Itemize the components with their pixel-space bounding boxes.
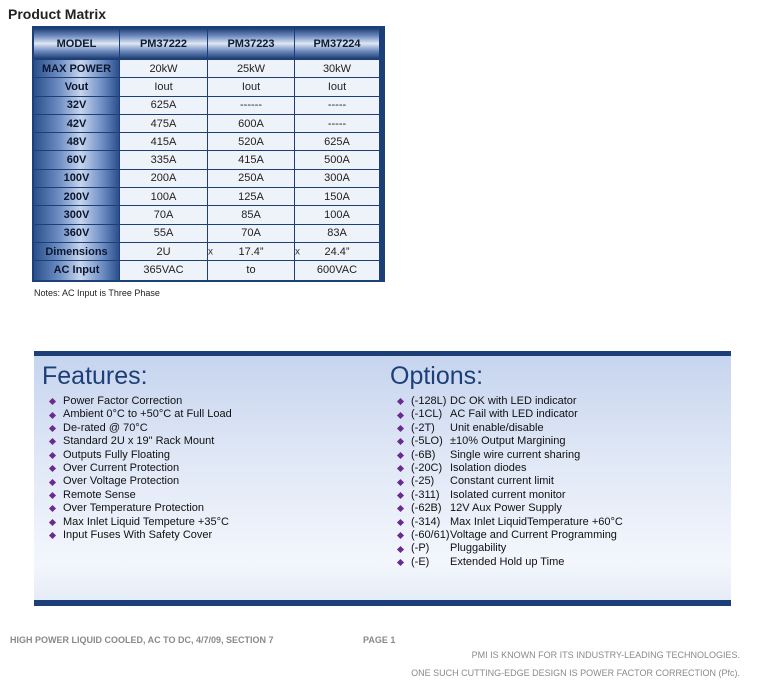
option-item <box>396 556 720 569</box>
option-code: (-6B) <box>411 448 436 461</box>
value-text: 520A <box>238 135 264 148</box>
value-cell <box>295 115 379 133</box>
value-cell <box>208 60 295 78</box>
option-code: (-E) <box>411 555 430 568</box>
value-text: 200A <box>150 172 177 185</box>
value-cell <box>295 188 379 206</box>
diamond-bullet-icon <box>397 479 404 486</box>
table-row <box>34 170 383 188</box>
value-text: 600VAC <box>316 264 358 277</box>
option-code: (-60/61) <box>411 529 450 542</box>
dimension-separator: x <box>295 246 300 258</box>
value-text: 24.4” <box>324 245 350 258</box>
footer-tagline-2: ONE SUCH CUTTING-EDGE DESIGN IS POWER FACTOR CORRECTION (Pfc). <box>411 668 740 678</box>
option-item <box>396 408 720 421</box>
header-cell-pm37223: PM37223 <box>208 28 295 60</box>
value-cell <box>295 60 379 78</box>
value-cell <box>120 60 208 78</box>
option-code: (-2T) <box>411 421 435 434</box>
value-text: 100A <box>324 209 350 222</box>
option-description: ±10% Output Margining <box>450 435 566 448</box>
feature-item <box>48 475 372 488</box>
diamond-bullet-icon <box>397 438 404 445</box>
feature-text: Over Temperature Protection <box>63 502 205 515</box>
table-row <box>34 151 383 169</box>
table-notes: Notes: AC Input is Three Phase <box>34 288 160 298</box>
option-item <box>396 542 720 555</box>
value-cell <box>208 188 295 206</box>
table-row <box>34 115 383 133</box>
features-options-panel <box>34 351 731 606</box>
option-code: (-314) <box>411 515 441 528</box>
option-description: Unit enable/disable <box>450 421 544 434</box>
row-label-cell: 60V <box>34 151 120 169</box>
row-label-cell: MAX POWER <box>34 60 120 78</box>
option-code: (-311) <box>411 488 440 501</box>
features-section <box>42 362 372 542</box>
value-text: 415A <box>150 135 177 148</box>
diamond-bullet-icon <box>49 465 56 472</box>
value-cell <box>295 170 379 188</box>
diamond-bullet-icon <box>49 438 56 445</box>
value-cell <box>208 115 295 133</box>
option-item <box>396 422 720 435</box>
footer-page-number: PAGE 1 <box>363 635 396 645</box>
option-item <box>396 529 720 542</box>
option-description: AC Fail with LED indicator <box>450 408 578 421</box>
feature-item <box>48 502 372 515</box>
value-text: 2U <box>156 245 171 258</box>
value-text: 365VAC <box>143 264 184 277</box>
row-label-cell: 48V <box>34 133 120 151</box>
table-row <box>34 78 383 96</box>
option-code: (-128L) <box>411 395 447 407</box>
row-label-cell: 42V <box>34 115 120 133</box>
diamond-bullet-icon <box>397 559 404 566</box>
diamond-bullet-icon <box>397 425 404 432</box>
value-cell <box>120 151 208 169</box>
value-cell <box>295 225 379 243</box>
value-cell <box>120 243 213 261</box>
diamond-bullet-icon <box>397 465 404 472</box>
diamond-bullet-icon <box>397 412 404 419</box>
value-cell <box>208 170 295 188</box>
feature-text: Input Fuses With Safety Cover <box>63 529 213 542</box>
value-text: to <box>246 264 256 277</box>
feature-item <box>48 462 372 475</box>
value-text: 150A <box>324 190 350 203</box>
options-section <box>390 362 720 569</box>
option-code: (-25) <box>411 475 435 488</box>
option-code: (-20C) <box>411 462 443 475</box>
feature-text: Outputs Fully Floating <box>63 448 170 461</box>
value-cell <box>295 97 379 115</box>
feature-text: Max Inlet Liquid Tempeture +35°C <box>63 515 229 528</box>
feature-item <box>48 449 372 462</box>
feature-text: De-rated @ 70°C <box>63 421 148 434</box>
table-row <box>34 261 383 279</box>
value-cell <box>208 243 300 261</box>
value-cell <box>120 78 208 96</box>
value-cell <box>295 133 379 151</box>
value-text: ----- <box>327 117 347 130</box>
row-label-cell: Vout <box>34 78 120 96</box>
value-cell <box>120 225 208 243</box>
diamond-bullet-icon <box>49 479 56 486</box>
option-code: (-5LO) <box>411 435 443 448</box>
feature-item <box>48 516 372 529</box>
value-cell <box>295 261 379 279</box>
option-item <box>396 395 720 408</box>
value-cell <box>208 133 295 151</box>
features-title: Features: <box>42 362 148 390</box>
option-description: Voltage and Current Programming <box>450 529 617 542</box>
value-text: 625A <box>324 135 350 148</box>
value-text: Iout <box>241 80 261 93</box>
options-title: Options: <box>390 362 484 390</box>
diamond-bullet-icon <box>397 398 404 405</box>
table-row <box>34 133 383 151</box>
row-label-cell: 360V <box>34 225 120 243</box>
value-cell <box>120 133 208 151</box>
value-cell <box>120 170 208 188</box>
option-item <box>396 449 720 462</box>
footer-tagline-1: PMI IS KNOWN FOR ITS INDUSTRY-LEADING TECHNOLOGIES. <box>471 650 740 660</box>
value-text: 415A <box>238 154 264 167</box>
feature-text: Standard 2U x 19" Rack Mount <box>63 435 215 448</box>
value-text: 83A <box>327 227 347 240</box>
value-cell <box>295 206 379 224</box>
value-text: 20kW <box>149 62 178 75</box>
value-cell <box>208 261 295 279</box>
option-description: Isolated current monitor <box>450 488 566 501</box>
value-cell <box>120 188 208 206</box>
table-row <box>34 60 383 78</box>
value-text: ----- <box>327 99 347 112</box>
value-text: 25kW <box>236 62 266 75</box>
value-cell <box>208 225 295 243</box>
table-row <box>34 225 383 243</box>
dimension-separator: x <box>208 246 213 258</box>
value-cell <box>208 97 295 115</box>
diamond-bullet-icon <box>49 492 56 499</box>
option-description: Single wire current sharing <box>450 448 581 461</box>
table-header-row <box>34 28 383 60</box>
diamond-bullet-icon <box>397 532 404 539</box>
value-cell <box>120 115 208 133</box>
value-text: 85A <box>241 209 261 222</box>
feature-text: Ambient 0°C to +50°C at Full Load <box>63 408 232 421</box>
option-description: Extended Hold up Time <box>450 555 565 568</box>
diamond-bullet-icon <box>49 505 56 512</box>
diamond-bullet-icon <box>397 492 404 499</box>
option-item <box>396 462 720 475</box>
value-text: 55A <box>153 227 174 240</box>
value-text: 625A <box>150 99 177 112</box>
footer-document-info: HIGH POWER LIQUID COOLED, AC TO DC, 4/7/09, SECTION 7 <box>10 635 274 645</box>
diamond-bullet-icon <box>49 452 56 459</box>
feature-text: Remote Sense <box>63 488 136 501</box>
value-text: 335A <box>150 154 177 167</box>
diamond-bullet-icon <box>49 425 56 432</box>
value-text: 100A <box>150 190 177 203</box>
value-cell <box>208 206 295 224</box>
features-list <box>42 395 372 542</box>
option-item <box>396 502 720 515</box>
option-item <box>396 516 720 529</box>
table-row <box>34 243 383 261</box>
header-cell-pm37222: PM37222 <box>120 28 208 60</box>
option-code: (-P) <box>411 542 430 555</box>
value-cell <box>295 243 379 261</box>
value-cell <box>120 261 208 279</box>
value-text: 17.4” <box>238 245 264 258</box>
value-cell <box>208 151 295 169</box>
feature-item <box>48 408 372 421</box>
value-text: 30kW <box>322 62 352 75</box>
table-row <box>34 188 383 206</box>
value-text: 500A <box>324 154 350 167</box>
option-description: Max Inlet LiquidTemperature +60°C <box>450 515 623 528</box>
option-item <box>396 435 720 448</box>
diamond-bullet-icon <box>49 412 56 419</box>
row-label-cell: Dimensions <box>34 243 120 261</box>
value-text: Iout <box>327 80 347 93</box>
value-text: 600A <box>238 117 264 130</box>
option-item <box>396 475 720 488</box>
option-description: Constant current limit <box>450 475 554 488</box>
feature-item <box>48 489 372 502</box>
feature-text: Power Factor Correction <box>63 395 183 407</box>
feature-item <box>48 395 372 408</box>
diamond-bullet-icon <box>49 519 56 526</box>
option-code: (-62B) <box>411 502 442 515</box>
option-description: 12V Aux Power Supply <box>450 502 562 515</box>
row-label-cell: 300V <box>34 206 120 224</box>
value-text: 70A <box>153 209 174 222</box>
value-text: 475A <box>150 117 177 130</box>
table-row <box>34 206 383 224</box>
diamond-bullet-icon <box>49 532 56 539</box>
diamond-bullet-icon <box>397 452 404 459</box>
row-label-cell: 100V <box>34 170 120 188</box>
row-label-cell: 200V <box>34 188 120 206</box>
diamond-bullet-icon <box>49 398 56 405</box>
feature-item <box>48 435 372 448</box>
feature-text: Over Current Protection <box>63 462 180 475</box>
option-description: DC OK with LED indicator <box>450 395 577 407</box>
feature-item <box>48 529 372 542</box>
feature-item <box>48 422 372 435</box>
option-description: Isolation diodes <box>450 462 527 475</box>
row-label-cell: 32V <box>34 97 120 115</box>
value-cell <box>208 78 295 96</box>
options-list <box>390 395 720 569</box>
value-text: 300A <box>324 172 350 185</box>
header-cell-pm37224: PM37224 <box>295 28 379 60</box>
feature-text: Over Voltage Protection <box>63 475 180 488</box>
value-cell <box>120 206 208 224</box>
value-cell <box>120 97 208 115</box>
option-item <box>396 489 720 502</box>
diamond-bullet-icon <box>397 505 404 512</box>
row-label-cell: AC Input <box>34 261 120 279</box>
value-text: 125A <box>238 190 264 203</box>
value-text: Iout <box>154 80 173 93</box>
value-text: 250A <box>238 172 264 185</box>
diamond-bullet-icon <box>397 546 404 553</box>
option-description: Pluggability <box>450 542 507 555</box>
value-cell <box>295 78 379 96</box>
value-text: 70A <box>241 227 261 240</box>
value-text: ------ <box>240 99 262 112</box>
option-code: (-1CL) <box>411 408 443 421</box>
table-row <box>34 97 383 115</box>
header-cell-model: MODEL <box>34 28 120 60</box>
product-matrix-table <box>32 26 385 282</box>
value-cell <box>295 151 379 169</box>
diamond-bullet-icon <box>397 519 404 526</box>
page-title: Product Matrix <box>8 6 107 22</box>
